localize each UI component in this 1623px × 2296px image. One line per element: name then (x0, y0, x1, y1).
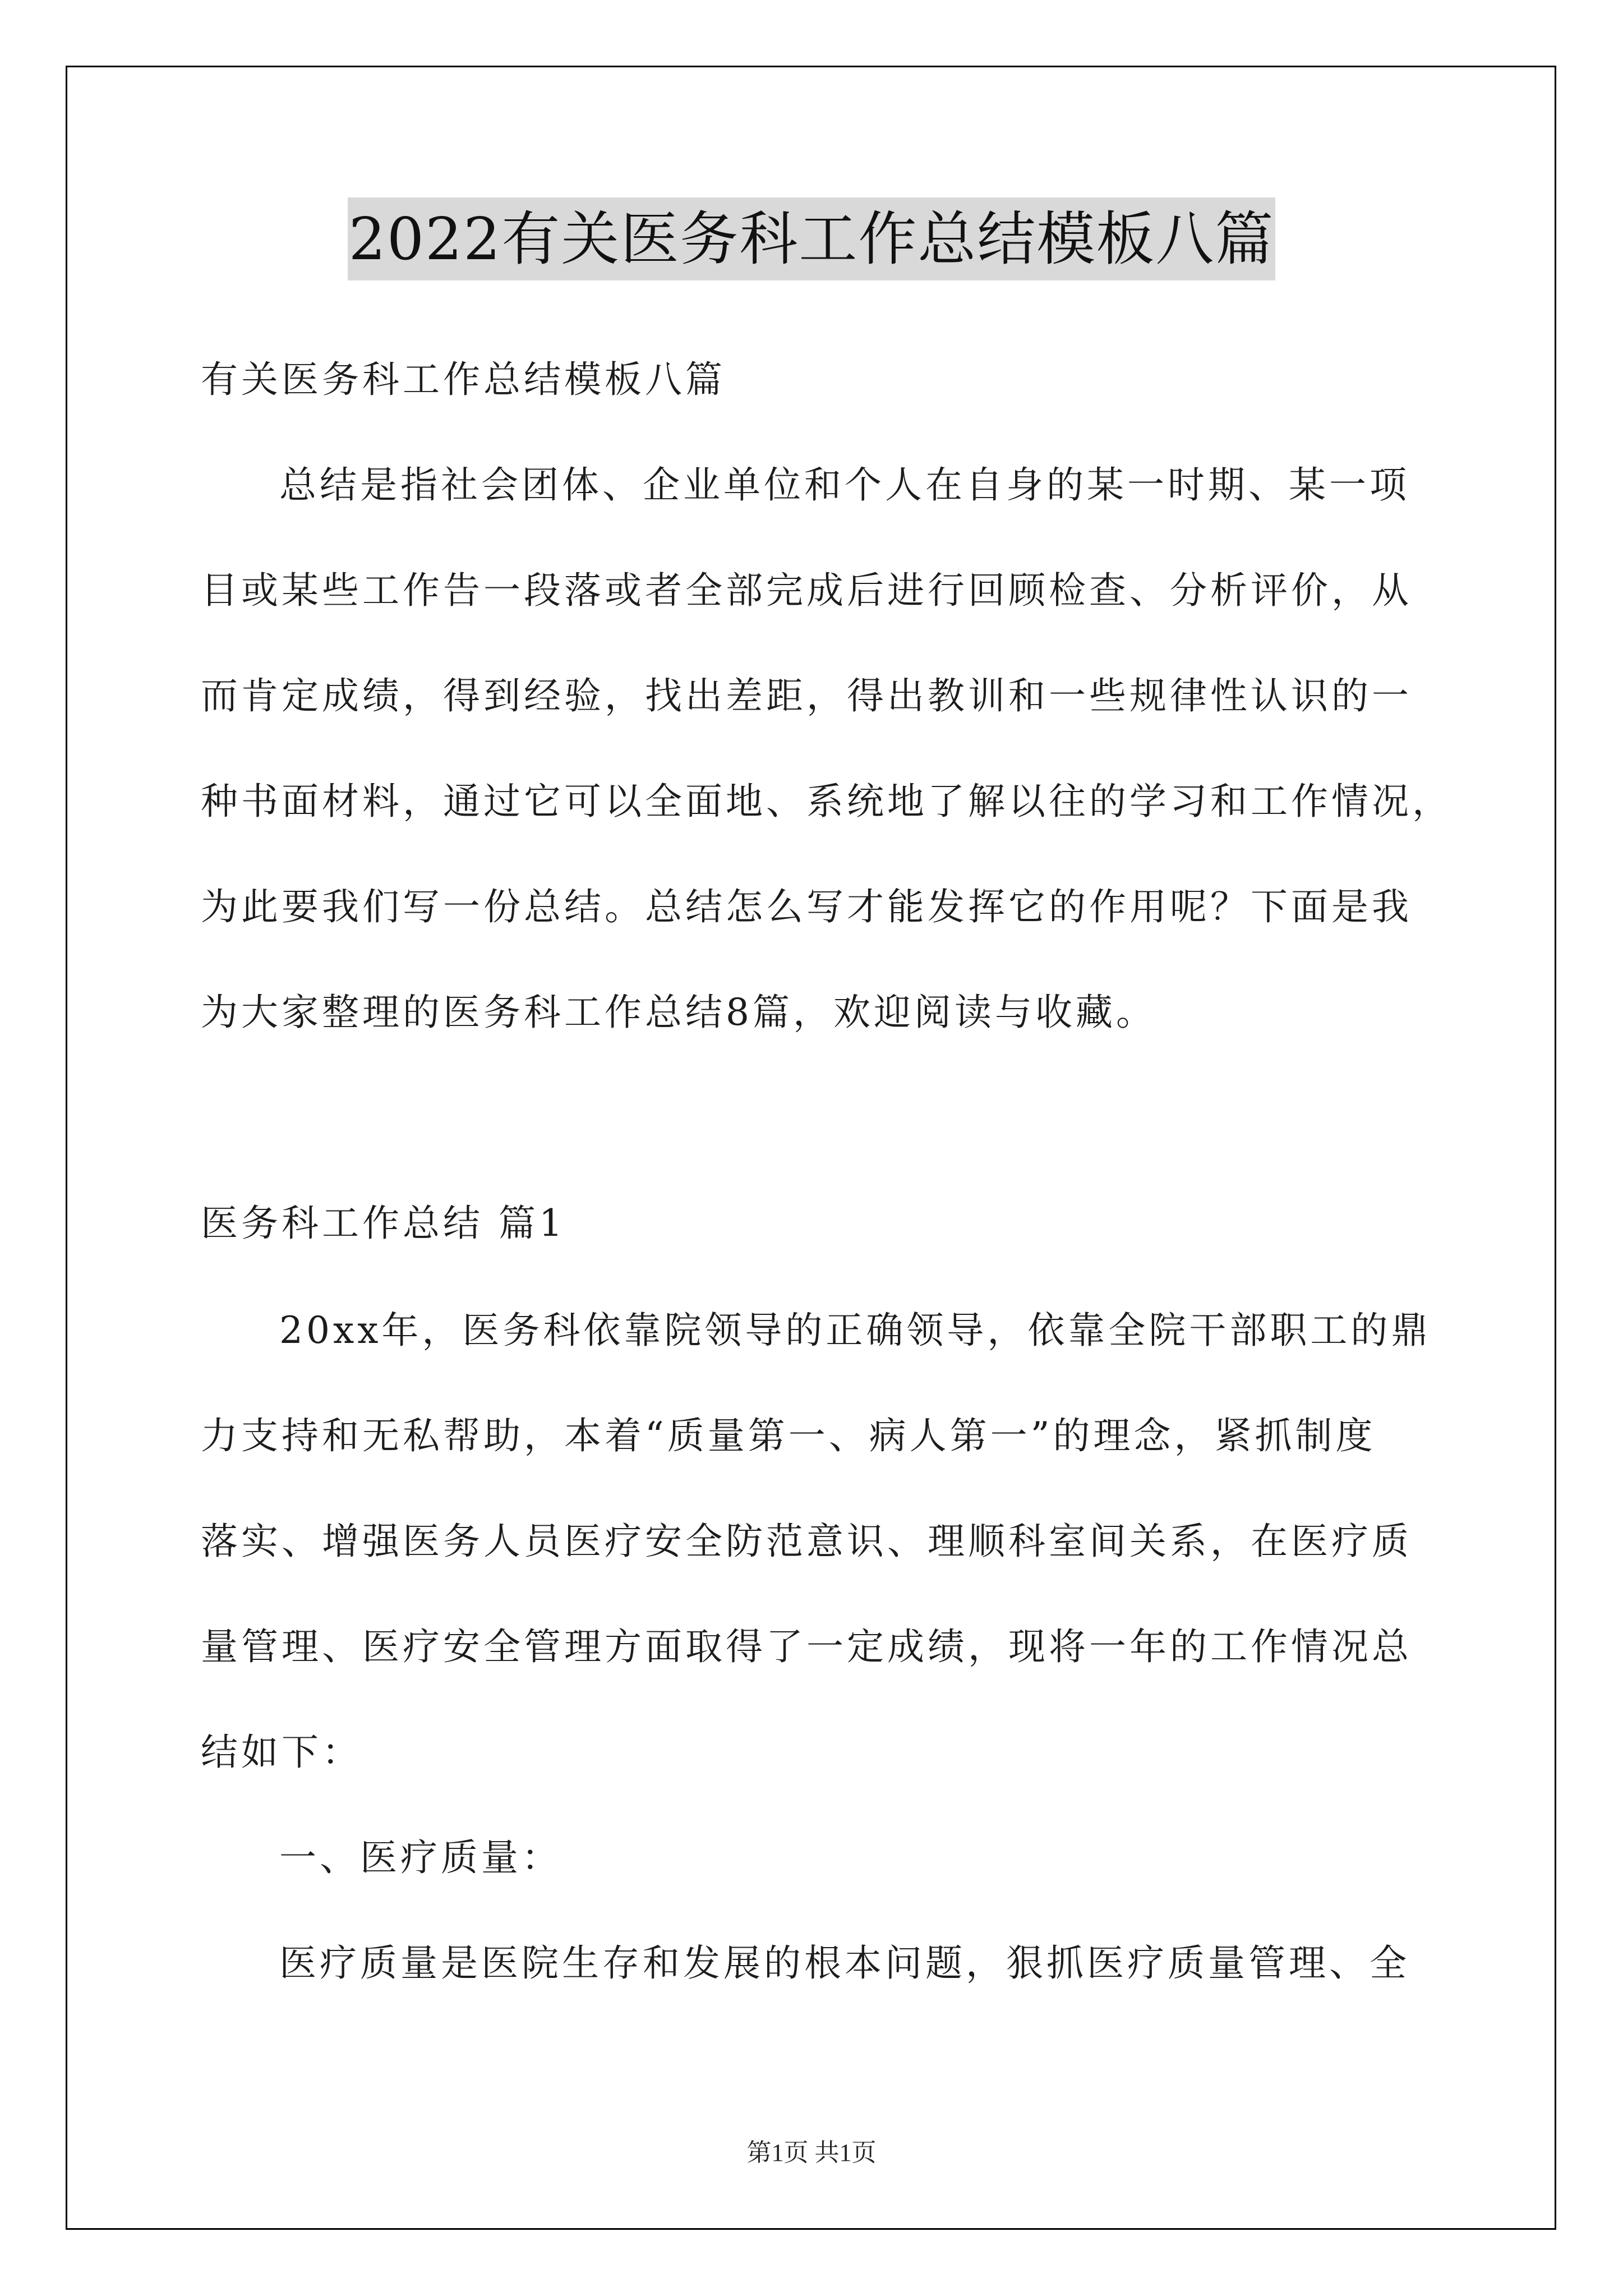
page-footer: 第1页 共1页 (746, 2139, 877, 2166)
section-line-1: 20xx年，医务科依靠院领导的正确领导，依靠全院干部职工的鼎 (279, 1309, 1432, 1352)
section-line-5: 结如下： (201, 1731, 362, 1774)
section-heading: 医务科工作总结 篇1 (201, 1202, 566, 1245)
intro-line-3: 而肯定成绩，得到经验，找出差距，得出教训和一些规律性认识的一 (201, 674, 1412, 717)
paragraph-line: 医疗质量是医院生存和发展的根本问题，狠抓医疗质量管理、全 (279, 1941, 1410, 1985)
title-container (0, 197, 1623, 280)
document-title: 2022有关医务科工作总结模板八篇 (348, 197, 1276, 280)
document-subtitle: 有关医务科工作总结模板八篇 (201, 358, 726, 401)
intro-line-6: 为大家整理的医务科工作总结8篇，欢迎阅读与收藏。 (201, 991, 1156, 1034)
section-line-3: 落实、增强医务人员医疗安全防范意识、理顺科室间关系，在医疗质 (201, 1520, 1412, 1563)
intro-line-1: 总结是指社会团体、企业单位和个人在自身的某一时期、某一项 (279, 463, 1410, 507)
intro-line-5: 为此要我们写一份总结。总结怎么写才能发挥它的作用呢？下面是我 (201, 885, 1412, 928)
subheading-medical-quality: 一、医疗质量： (279, 1836, 562, 1879)
section-line-4: 量管理、医疗安全管理方面取得了一定成绩，现将一年的工作情况总 (201, 1625, 1412, 1668)
intro-line-2: 目或某些工作告一段落或者全部完成后进行回顾检查、分析评价，从 (201, 569, 1412, 612)
intro-line-4: 种书面材料，通过它可以全面地、系统地了解以往的学习和工作情况， (201, 780, 1453, 823)
section-line-2: 力支持和无私帮助，本着“质量第一、病人第一”的理念，紧抓制度 (201, 1414, 1376, 1457)
